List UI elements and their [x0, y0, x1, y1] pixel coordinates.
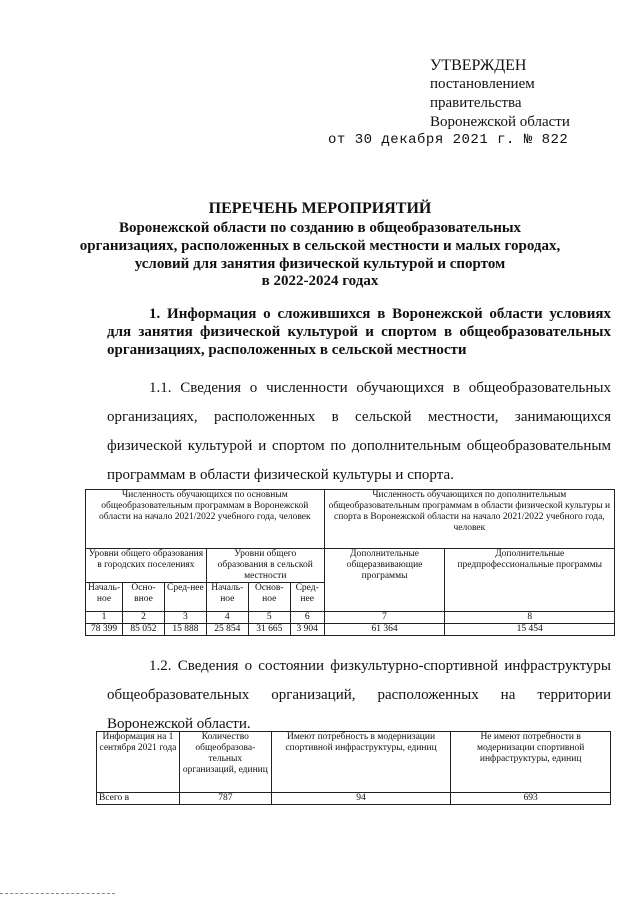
table-header-cell: Сред-нее	[290, 583, 324, 612]
table-header-cell: Началь-ное	[206, 583, 248, 612]
table-cell: 6	[290, 612, 324, 624]
table-header-cell: Численность обучающихся по дополнительным общеобразовательным программам в области физической культуры и спорта в Воронежской области на начало 2021/2022 учебного года, человек	[324, 490, 614, 549]
doc-subtitle-line-3: условий для занятия физической культурой и спортом	[134, 256, 506, 272]
table-cell: 8	[445, 612, 615, 624]
table-header-cell: Не имеют потребности в модернизации спортивной инфраструктуры, единиц	[451, 732, 611, 793]
table-header-cell: Имеют потребность в модернизации спортивной инфраструктуры, единиц	[271, 732, 451, 793]
table-cell: 85 052	[123, 624, 165, 636]
approval-block	[430, 56, 570, 132]
table-cell: 4	[206, 612, 248, 624]
table-cell: 15 888	[164, 624, 206, 636]
table-header-cell: Количество общеобразова-тельных организаций, единиц	[179, 732, 271, 793]
table-header-cell: Началь-ное	[86, 583, 123, 612]
table-cell: 7	[324, 612, 445, 624]
table-students	[85, 489, 615, 636]
table-header-cell: Основ-ное	[248, 583, 290, 612]
table-infrastructure	[96, 731, 611, 805]
table-row	[97, 732, 611, 793]
approval-line-3: правительства	[430, 95, 522, 111]
table-cell: 2	[123, 612, 165, 624]
table-cell: Всего в	[97, 793, 180, 805]
table-header-cell: Дополнительные общеразвивающие программы	[324, 549, 445, 612]
footnote-divider	[0, 893, 115, 894]
table-header-cell: Сред-нее	[164, 583, 206, 612]
approval-line-4: Воронежской области	[430, 114, 570, 130]
table-cell: 693	[451, 793, 611, 805]
table-cell: 25 854	[206, 624, 248, 636]
table-cell: 15 454	[445, 624, 615, 636]
section-1-heading: 1. Информация о сложившихся в Воронежской области условиях для занятия физической культурой и спортом в общеобразовательных организациях, расположенных в сельской местности	[107, 306, 611, 358]
table-cell: 787	[179, 793, 271, 805]
approval-line-1: УТВЕРЖДЕН	[430, 57, 527, 74]
table-row	[86, 549, 615, 583]
approval-line-2: постановлением	[430, 76, 535, 92]
table-cell: 78 399	[86, 624, 123, 636]
table-header-cell: Дополнительные предпрофессиональные программы	[445, 549, 615, 612]
table-cell: 5	[248, 612, 290, 624]
table-row	[86, 490, 615, 549]
paragraph-1-2: 1.2. Сведения о состоянии физкультурно-спортивной инфраструктуры общеобразовательных организаций, расположенных на территории Воронежской области.	[107, 658, 611, 732]
doc-title: ПЕРЕЧЕНЬ МЕРОПРИЯТИЙ	[208, 200, 432, 217]
table-cell: 1	[86, 612, 123, 624]
table-cell: 31 665	[248, 624, 290, 636]
table-row	[86, 624, 615, 636]
doc-subtitle-line-2: организациях, расположенных в сельской местности и малых городах,	[79, 238, 561, 254]
table-row	[86, 612, 615, 624]
doc-subtitle-line-1: Воронежской области по созданию в общеобразовательных	[118, 220, 522, 236]
table-header-cell: Осно-вное	[123, 583, 165, 612]
table-header-cell: Уровни общего образования в сельской местности	[206, 549, 324, 583]
approval-date: от 30 декабря 2021 г. № 822	[328, 132, 569, 148]
table-cell: 3 904	[290, 624, 324, 636]
table-cell: 94	[271, 793, 451, 805]
table-cell: 61 364	[324, 624, 445, 636]
table-header-cell: Информация на 1 сентября 2021 года	[97, 732, 180, 793]
table-header-cell: Численность обучающихся по основным общеобразовательным программам в Воронежской области на начало 2021/2022 учебного года, человек	[86, 490, 325, 549]
doc-subtitle-line-4: в 2022-2024 годах	[261, 273, 379, 289]
table-header-cell: Уровни общего образования в городских поселениях	[86, 549, 207, 583]
paragraph-1-1: 1.1. Сведения о численности обучающихся в общеобразовательных организациях, расположенных в сельской местности, занимающихся физической культурой и спортом по дополнительным общеобразовательным программам в области физической культуры и спорта.	[107, 380, 611, 483]
table-row	[97, 793, 611, 805]
table-cell: 3	[164, 612, 206, 624]
